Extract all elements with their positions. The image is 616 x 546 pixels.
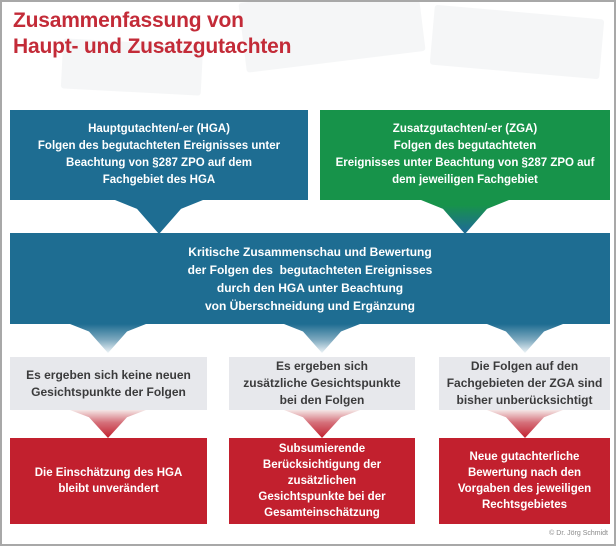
copyright-note: © Dr. Jörg Schmidt (549, 530, 608, 537)
arrow-down-red-icon (70, 410, 146, 438)
background-texture (430, 5, 605, 80)
result-box-unchanged-assessment: Die Einschätzung des HGA bleibt unverändert (10, 438, 207, 524)
condition-box-additional-aspects: Es ergeben sich zusätzliche Gesichtspunkte bei den Folgen (229, 357, 415, 410)
synthesis-box: Kritische Zusammenschau und Bewertung der Folgen des begutachteten Ereignisses durch den HGA unter Beachtung von Überschneidung und Ergänzung (10, 233, 610, 324)
result-box-new-expert-evaluation: Neue gutachterliche Bewertung nach den Vorgaben des jeweiligen Rechtsgebietes (439, 438, 610, 524)
arrow-down-zga-icon (421, 200, 509, 234)
arrow-down-red-icon (284, 410, 360, 438)
arrow-down-red-icon (487, 410, 563, 438)
hga-source-box: Hauptgutachten/-er (HGA) Folgen des begutachteten Ereignisses unter Beachtung von §287 ZPO auf dem Fachgebiet des HGA (10, 110, 308, 200)
zga-source-box: Zusatzgutachten/-er (ZGA) Folgen des begutachteten Ereignisses unter Beachtung von §287 ZPO auf dem jeweiligen Fachgebiet (320, 110, 610, 200)
page-title (13, 8, 291, 60)
arrow-down-fade-icon (487, 324, 563, 353)
arrow-down-hga-icon (115, 200, 203, 234)
arrow-down-fade-icon (284, 324, 360, 353)
result-box-subsuming-consideration: Subsumierende Berücksichtigung der zusätzlichen Gesichtspunkte bei der Gesamteinschätzung (229, 438, 415, 524)
condition-box-no-new-aspects: Es ergeben sich keine neuen Gesichtspunkte der Folgen (10, 357, 207, 410)
arrow-down-fade-icon (70, 324, 146, 353)
page-title-line-1: Zusammenfassung von (13, 9, 244, 32)
condition-box-zga-unconsidered: Die Folgen auf den Fachgebieten der ZGA sind bisher unberücksichtigt (439, 357, 610, 410)
page-title-line-2: Haupt- und Zusatzgutachten (13, 35, 292, 58)
